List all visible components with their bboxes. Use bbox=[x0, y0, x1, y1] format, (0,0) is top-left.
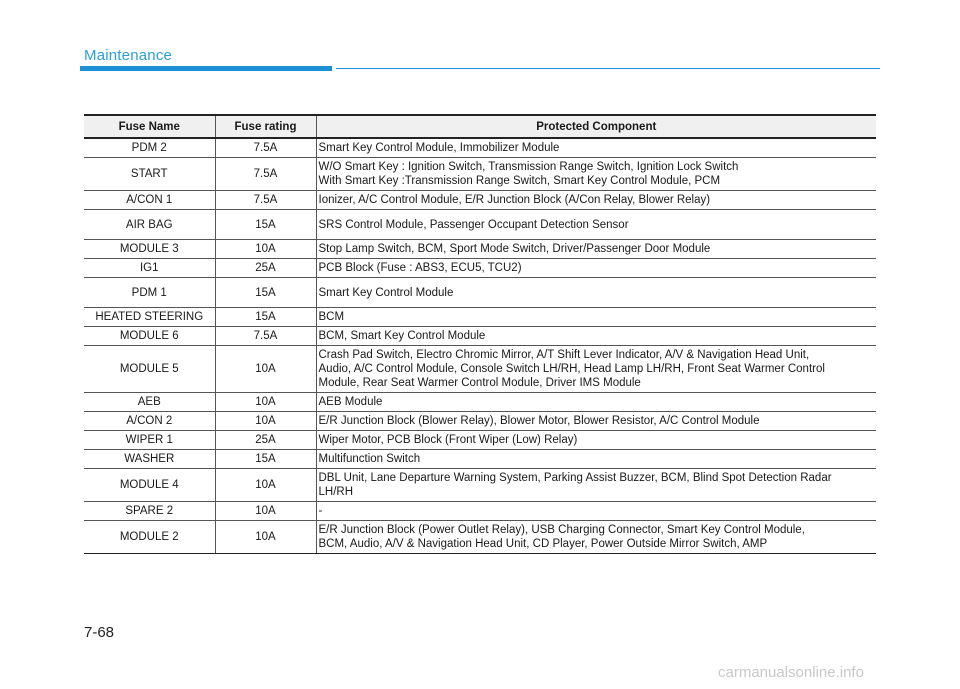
table-row bbox=[84, 393, 876, 412]
fuse-name-cell: AIR BAG bbox=[84, 210, 215, 240]
protected-component-cell bbox=[316, 469, 876, 502]
protected-component-line: - bbox=[318, 505, 323, 517]
protected-component-line: Crash Pad Switch, Electro Chromic Mirror, A/T Shift Lever Indicator, A/V & Navigation Head Unit, bbox=[318, 349, 810, 361]
column-header-fuse-rating: Fuse rating bbox=[215, 115, 316, 138]
table-row bbox=[84, 502, 876, 521]
protected-component-cell bbox=[316, 308, 876, 327]
protected-component-cell bbox=[316, 450, 876, 469]
protected-component-cell bbox=[316, 138, 876, 158]
protected-component-line: DBL Unit, Lane Departure Warning System, Parking Assist Buzzer, BCM, Blind Spot Detection Radar bbox=[318, 472, 832, 484]
table-row bbox=[84, 158, 876, 191]
protected-component-cell bbox=[316, 346, 876, 393]
fuse-name-cell: START bbox=[84, 158, 215, 191]
table-row bbox=[84, 431, 876, 450]
fuse-rating-cell: 7.5A bbox=[215, 138, 316, 158]
protected-component-line: Module, Rear Seat Warmer Control Module, Driver IMS Module bbox=[318, 377, 641, 389]
header-rule-thin bbox=[336, 68, 880, 69]
fuse-name-cell: SPARE 2 bbox=[84, 502, 215, 521]
fuse-name-cell: MODULE 5 bbox=[84, 346, 215, 393]
fuse-rating-cell: 25A bbox=[215, 259, 316, 278]
protected-component-line: BCM, Audio, A/V & Navigation Head Unit, CD Player, Power Outside Mirror Switch, AMP bbox=[318, 538, 768, 550]
protected-component-line: Ionizer, A/C Control Module, E/R Junction Block (A/Con Relay, Blower Relay) bbox=[318, 194, 711, 206]
table-row bbox=[84, 450, 876, 469]
fuse-rating-cell: 10A bbox=[215, 521, 316, 554]
table-row bbox=[84, 327, 876, 346]
fuse-rating-cell: 15A bbox=[215, 210, 316, 240]
protected-component-line: W/O Smart Key : Ignition Switch, Transmission Range Switch, Ignition Lock Switch bbox=[318, 161, 739, 173]
fuse-rating-cell: 25A bbox=[215, 431, 316, 450]
protected-component-line: Audio, A/C Control Module, Console Switch LH/RH, Head Lamp LH/RH, Front Seat Warmer Control bbox=[318, 363, 825, 375]
table-row bbox=[84, 278, 876, 308]
fuse-name-cell: A/CON 1 bbox=[84, 191, 215, 210]
protected-component-line: Stop Lamp Switch, BCM, Sport Mode Switch, Driver/Passenger Door Module bbox=[318, 243, 711, 255]
protected-component-line: AEB Module bbox=[318, 396, 383, 408]
table-row bbox=[84, 521, 876, 554]
fuse-name-cell: MODULE 6 bbox=[84, 327, 215, 346]
protected-component-cell bbox=[316, 393, 876, 412]
fuse-rating-cell: 10A bbox=[215, 240, 316, 259]
fuse-rating-cell: 7.5A bbox=[215, 191, 316, 210]
column-header-protected-component: Protected Component bbox=[536, 120, 657, 133]
fuse-name-cell: AEB bbox=[84, 393, 215, 412]
column-header-fuse-name: Fuse Name bbox=[84, 115, 215, 138]
fuse-table bbox=[84, 114, 876, 554]
protected-component-cell bbox=[316, 412, 876, 431]
fuse-name-cell: A/CON 2 bbox=[84, 412, 215, 431]
table-row bbox=[84, 191, 876, 210]
protected-component-cell bbox=[316, 210, 876, 240]
protected-component-line: BCM, Smart Key Control Module bbox=[318, 330, 486, 342]
fuse-name-cell: MODULE 4 bbox=[84, 469, 215, 502]
fuse-name-cell: HEATED STEERING bbox=[84, 308, 215, 327]
fuse-name-cell: MODULE 2 bbox=[84, 521, 215, 554]
protected-component-line: Smart Key Control Module, Immobilizer Module bbox=[318, 142, 560, 154]
protected-component-cell bbox=[316, 278, 876, 308]
protected-component-cell bbox=[316, 158, 876, 191]
fuse-rating-cell: 10A bbox=[215, 412, 316, 431]
fuse-name-cell: WIPER 1 bbox=[84, 431, 215, 450]
table-row bbox=[84, 259, 876, 278]
protected-component-cell bbox=[316, 240, 876, 259]
fuse-name-cell: PDM 1 bbox=[84, 278, 215, 308]
protected-component-line: LH/RH bbox=[318, 486, 354, 498]
fuse-rating-cell: 7.5A bbox=[215, 158, 316, 191]
protected-component-cell bbox=[316, 327, 876, 346]
protected-component-line: Wiper Motor, PCB Block (Front Wiper (Low) Relay) bbox=[318, 434, 578, 446]
protected-component-cell bbox=[316, 431, 876, 450]
fuse-name-cell: IG1 bbox=[84, 259, 215, 278]
protected-component-line: E/R Junction Block (Power Outlet Relay), USB Charging Connector, Smart Key Control Module, bbox=[318, 524, 805, 536]
protected-component-cell bbox=[316, 502, 876, 521]
table-row bbox=[84, 210, 876, 240]
table-row bbox=[84, 346, 876, 393]
table-row bbox=[84, 469, 876, 502]
protected-component-line: E/R Junction Block (Blower Relay), Blower Motor, Blower Resistor, A/C Control Module bbox=[318, 415, 760, 427]
fuse-rating-cell: 15A bbox=[215, 308, 316, 327]
protected-component-line: Multifunction Switch bbox=[318, 453, 421, 465]
table-row bbox=[84, 412, 876, 431]
table-header-row bbox=[84, 115, 876, 138]
protected-component-line: Smart Key Control Module bbox=[318, 286, 454, 299]
protected-component-cell bbox=[316, 259, 876, 278]
fuse-rating-cell: 15A bbox=[215, 450, 316, 469]
fuse-rating-cell: 10A bbox=[215, 393, 316, 412]
fuse-name-cell: PDM 2 bbox=[84, 138, 215, 158]
table-row bbox=[84, 138, 876, 158]
protected-component-line: SRS Control Module, Passenger Occupant Detection Sensor bbox=[318, 218, 629, 231]
fuse-name-cell: MODULE 3 bbox=[84, 240, 215, 259]
fuse-rating-cell: 7.5A bbox=[215, 327, 316, 346]
protected-component-cell bbox=[316, 521, 876, 554]
page-number: 7-68 bbox=[84, 624, 115, 641]
fuse-name-cell: WASHER bbox=[84, 450, 215, 469]
fuse-rating-cell: 10A bbox=[215, 346, 316, 393]
watermark: carmanualsonline.info bbox=[718, 664, 864, 681]
table-row bbox=[84, 308, 876, 327]
fuse-rating-cell: 10A bbox=[215, 502, 316, 521]
fuse-rating-cell: 10A bbox=[215, 469, 316, 502]
protected-component-cell bbox=[316, 191, 876, 210]
table-row bbox=[84, 240, 876, 259]
fuse-rating-cell: 15A bbox=[215, 278, 316, 308]
section-title: Maintenance bbox=[84, 47, 173, 64]
fuse-table-body bbox=[84, 138, 876, 554]
protected-component-line: PCB Block (Fuse : ABS3, ECU5, TCU2) bbox=[318, 262, 522, 274]
header-rule-thick bbox=[80, 66, 332, 71]
protected-component-line: BCM bbox=[318, 311, 345, 323]
protected-component-line: With Smart Key :Transmission Range Switch, Smart Key Control Module, PCM bbox=[318, 175, 721, 187]
